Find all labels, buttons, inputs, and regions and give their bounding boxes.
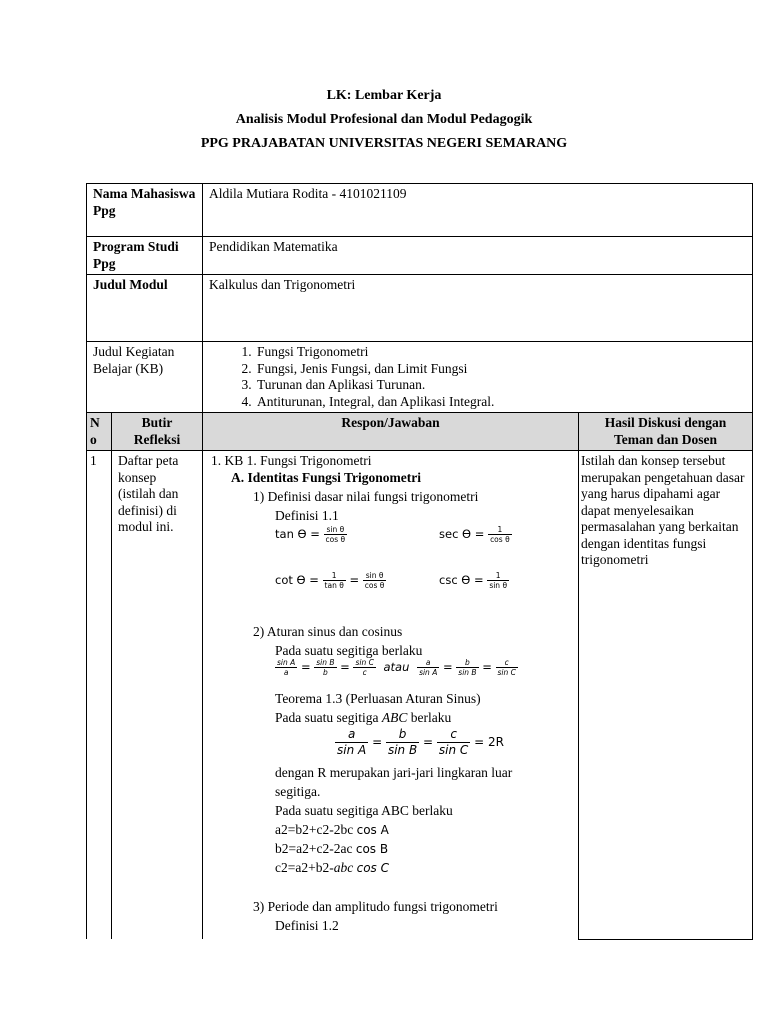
row-hasil: Istilah dan konsep tersebut merupakan pengetahuan dasar yang harus dipahami agar dapat menyelesaikan permasalahan yang berkaitan dengan identitas fungsi trigonometri <box>579 451 753 940</box>
section-heading: A. Identitas Fungsi Trigonometri <box>231 470 422 485</box>
info-row-nama <box>87 184 753 237</box>
fraction: $\frac{1}{\text{sin θ}}$ <box>489 571 508 590</box>
text-line: segitiga. <box>275 784 321 799</box>
fraction: $\frac{a}{\text{sin A}}$ <box>419 658 438 677</box>
kb-label: Judul Kegiatan Belajar (KB) <box>87 342 203 413</box>
fraction: $\frac{\text{sin A}}{a}$ <box>277 658 296 677</box>
text-line: Pada suatu segitiga ABC berlaku <box>275 803 453 818</box>
sine-rule-formula: $\frac{\text{sin A}}{a}$ = $\frac{\text{sin B}}{b}$ = $\frac{\text{sin C}}{c}$ atau $\frac{a}{\text{sin A}}$ = $\frac{b}{\text{sin B}}$ = $\frac{c}{\text{sin C}}$ <box>277 658 516 677</box>
item-heading: 2) Aturan sinus dan cosinus <box>253 624 403 639</box>
atau-text: atau <box>383 660 410 674</box>
fraction: $\frac{b}{\text{sin B}}$ <box>387 727 418 757</box>
fraction: $\frac{1}{\text{tan θ}}$ <box>324 571 344 590</box>
kb-item: 2. Fungsi, Jenis Fungsi, dan Limit Fungsi <box>255 361 746 378</box>
kb-list <box>209 344 746 410</box>
respon-content <box>207 453 574 937</box>
text-line: dengan R merupakan jari-jari lingkaran luar <box>275 765 513 780</box>
row-butir: Daftar peta konsep (istilah dan definisi) di modul ini. <box>112 451 203 940</box>
prodi-label: Program Studi Ppg <box>87 237 203 275</box>
col-header-hasil: Hasil Diskusi dengan Teman dan Dosen <box>579 413 753 451</box>
row-respon <box>203 451 579 940</box>
table-header-row <box>87 413 753 451</box>
row-number: 1 <box>87 451 112 940</box>
info-row-judul <box>87 275 753 342</box>
worksheet-table <box>86 183 753 940</box>
fraction: $\frac{\text{sin θ}}{\text{cos θ}}$ <box>364 571 385 590</box>
text-line: Pada suatu segitiga ABC berlaku <box>275 710 452 725</box>
theorem-label: Teorema 1.3 (Perluasan Aturan Sinus) <box>275 691 481 706</box>
kb-heading: 1. KB 1. Fungsi Trigonometri <box>211 453 372 468</box>
csc-formula: csc ϴ = $\frac{1}{\text{sin θ}}$ <box>439 571 508 590</box>
fraction: $\frac{a}{\text{sin A}}$ <box>337 727 367 757</box>
fraction: $\frac{c}{\text{sin C}}$ <box>438 727 469 757</box>
fraction: $\frac{1}{\text{cos θ}}$ <box>490 525 510 544</box>
fraction: $\frac{\text{sin B}}{b}$ <box>316 658 335 677</box>
doc-title: LK: Lembar Kerja <box>326 88 442 103</box>
text-line: Pada suatu segitiga berlaku <box>275 643 423 658</box>
col-header-butir: Butir Refleksi <box>112 413 203 451</box>
cot-formula: cot ϴ = $\frac{1}{\text{tan θ}}$ = $\frac{\text{sin θ}}{\text{cos θ}}$ <box>275 571 385 590</box>
nama-value: Aldila Mutiara Rodita - 4101021109 <box>203 184 753 237</box>
kb-list-cell <box>203 342 753 413</box>
info-row-kb <box>87 342 753 413</box>
table-row <box>87 451 753 940</box>
nama-label: Nama Mahasiswa Ppg <box>87 184 203 237</box>
kb-item: 4. Antiturunan, Integral, dan Aplikasi Integral. <box>255 394 746 411</box>
item-heading: 1) Definisi dasar nilai fungsi trigonometri <box>253 489 479 504</box>
fraction: $\frac{\text{sin θ}}{\text{cos θ}}$ <box>325 525 346 544</box>
extended-sine-rule: $\frac{a}{\text{sin A}}$ = $\frac{b}{\text{sin B}}$ = $\frac{c}{\text{sin C}}$ = 2R <box>337 727 504 757</box>
fraction: $\frac{b}{\text{sin B}}$ <box>458 658 477 677</box>
fraction: $\frac{c}{\text{sin C}}$ <box>497 658 516 677</box>
cosine-rule-c: c2=a2+b2-abc cos C <box>275 860 389 875</box>
fraction: $\frac{\text{sin C}}{c}$ <box>355 658 374 677</box>
kb-item: 3. Turunan dan Aplikasi Turunan. <box>255 377 746 394</box>
info-row-prodi <box>87 237 753 275</box>
item-heading: 3) Periode dan amplitudo fungsi trigonometri <box>253 899 498 914</box>
cosine-rule-b: b2=a2+c2-2ac cos B <box>275 841 389 856</box>
sec-formula: sec ϴ = $\frac{1}{\text{cos θ}}$ <box>439 525 510 544</box>
doc-subtitle: Analisis Modul Profesional dan Modul Pedagogik <box>235 112 533 127</box>
kb-item: 1. Fungsi Trigonometri <box>255 344 746 361</box>
tan-formula: tan ϴ = $\frac{\text{sin θ}}{\text{cos θ}}$ <box>275 525 346 544</box>
definition-label: Definisi 1.2 <box>275 918 339 933</box>
definition-label: Definisi 1.1 <box>275 508 339 523</box>
col-header-no: N o <box>87 413 112 451</box>
col-header-respon: Respon/Jawaban <box>203 413 579 451</box>
cosine-rule-a: a2=b2+c2-2bc cos A <box>275 822 389 837</box>
doc-institution: PPG PRAJABATAN UNIVERSITAS NEGERI SEMARANG <box>200 136 568 151</box>
prodi-value: Pendidikan Matematika <box>203 237 753 275</box>
judul-value: Kalkulus dan Trigonometri <box>203 275 753 342</box>
judul-label: Judul Modul <box>87 275 203 342</box>
